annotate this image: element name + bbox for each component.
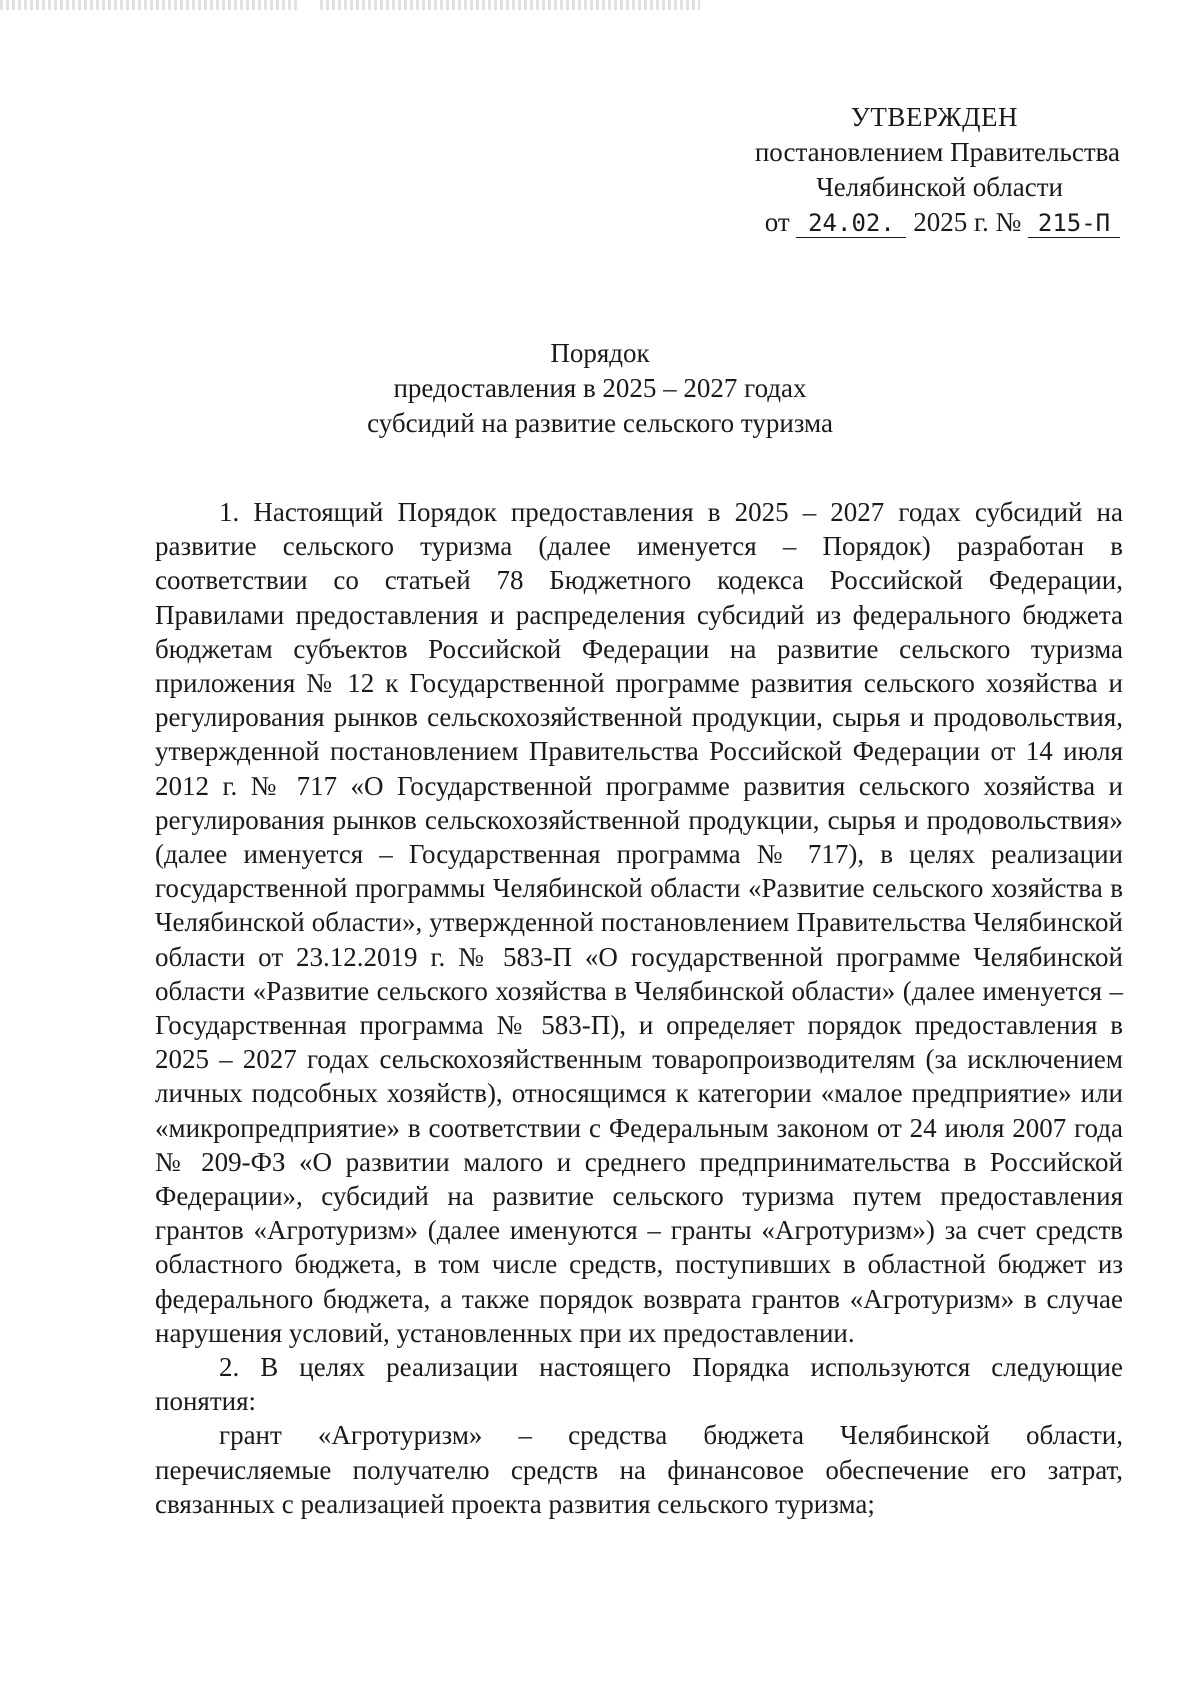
approval-heading: УТВЕРЖДЕН: [850, 102, 1018, 132]
document-body: [155, 495, 1123, 1521]
approval-stamp: [740, 100, 1120, 240]
paragraph-1: 1. Настоящий Порядок предоставления в 2025 – 2027 годах субсидий на развитие сельского туризма (далее именуется – Порядок) разработан в соответствии со статьей 78 Бюджетного кодекса Российской Федерации, Правилами предоставления и распределения субсидий из федерального бюджета бюджетам субъектов Российской Федерации на развитие сельского туризма приложения № 12 к Государственной программе развития сельского хозяйства и регулирования рынков сельскохозяйственной продукции, сырья и продовольствия, утвержденной постановлением Правительства Российской Федерации от 14 июля 2012 г. № 717 «О Государственной программе развития сельского хозяйства и регулирования рынков сельскохозяйственной продукции, сырья и продовольствия» (далее именуется – Государственная программа № 717), в целях реализации государственной программы Челябинской области «Развитие сельского хозяйства в Челябинской области», утвержденной постановлением Правительства Челябинской области от 23.12.2019 г. № 583-П «О государственной программе Челябинской области «Развитие сельского хозяйства в Челябинской области» (далее именуется – Государственная программа № 583-П), и определяет порядок предоставления в 2025 – 2027 годах сельскохозяйственным товаропроизводителям (за исключением личных подсобных хозяйств), относящимся к категории «малое предприятие» или «микропредприятие» в соответствии с Федеральным законом от 24 июля 2007 года № 209-ФЗ «О развитии малого и среднего предпринимательства в Российской Федерации», субсидий на развитие сельского туризма путем предоставления грантов «Агротуризм» (далее именуются – гранты «Агротуризм») за счет средств областного бюджета, в том числе средств, поступивших в областной бюджет из федерального бюджета, а также порядок возврата грантов «Агротуризм» в случае нарушения условий, установленных при их предоставлении.: [155, 497, 1123, 1348]
date-prefix: от: [764, 207, 790, 237]
title-line-3: субсидий на развитие сельского туризма: [367, 408, 833, 438]
title-line-2: предоставления в 2025 – 2027 годах: [393, 373, 807, 403]
paragraph-definition-grant: грант «Агротуризм» – средства бюджета Челябинской области, перечисляемые получателю средств на финансовое обеспечение его затрат, связанных с реализацией проекта развития сельского туризма;: [155, 1420, 1123, 1519]
paragraph-2: 2. В целях реализации настоящего Порядка используются следующие понятия:: [155, 1352, 1123, 1417]
decree-year-label: 2025 г. №: [913, 207, 1022, 237]
document-title: [0, 336, 1200, 441]
approval-line-region: Челябинской области: [816, 172, 1063, 202]
decree-date: 24.02.: [796, 209, 906, 238]
approval-line-decree: постановлением Правительства: [754, 137, 1120, 167]
title-line-1: Порядок: [550, 338, 650, 368]
approval-dateline: [740, 205, 1120, 240]
scan-edge-mark: [320, 0, 700, 10]
scan-edge-mark: [0, 0, 300, 10]
decree-number: 215-П: [1028, 209, 1120, 238]
